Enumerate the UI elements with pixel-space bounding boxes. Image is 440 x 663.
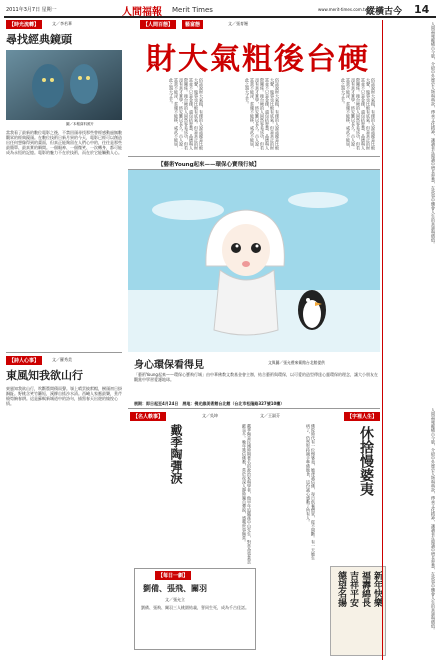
article-body: 佛陀時代有一位慢婆夷，她虔誠信佛，每日供養僧眾，從不間斷。有一天她生病了，仍然堅持親手準備飯食，這份誠心感動了所有人。 (306, 424, 316, 560)
section-subtag: 藝富態 (182, 20, 203, 29)
calligraphy-text: 德望名揚 (336, 571, 346, 607)
author: 文／李若華 (52, 21, 72, 26)
main-title: 財大氣粗後台硬 (146, 42, 370, 77)
daily-box (134, 568, 256, 650)
daily-body: 劉備、張飛、關羽三人桃園結義，誓同生死，成為千古佳話。 (141, 605, 249, 610)
far-right-body-lower: 人間福報縱橫古今版，介紹中外歷史人物與典故，傳承文化精神，讓讀者在閱讀中增長智慧，在故事中體會人生的真諦與價值。 (431, 408, 436, 632)
column-divider (382, 20, 383, 660)
header-url[interactable]: www.merit-times.com.tw (318, 7, 368, 12)
main-headline-block (128, 20, 380, 77)
left-article-1 (6, 20, 122, 350)
article-title: 東風知我欲山行 (6, 369, 83, 382)
header-section: 縱橫古今 (366, 7, 403, 17)
article-body: 當我看了最新的數位電影之後，不禁回頭尋找那些曾經感動過無數觀眾的經典鏡頭。在數位技術日新月異的今天，電影已經可以創造出任何想像得到的畫面，但真正能夠留在人們心中的，往往是那些最簡單、最真實的瞬間。一個眼神、一個微笑、一次轉身，都可能成為永恆的記憶。電影的魅力不在於技術，而在於它能觸動人心。 (6, 130, 122, 155)
author: 文／張育嫚 (228, 21, 248, 26)
main-body-right: 俗話說財大氣粗，有錢的人說話總是比較大聲，做事也比較有底氣。但是真正的財富並不只是金錢，還包括智慧、品德與人際關係。後台硬的人固然容易成功，但若沒有真才實學，終究難以長久。古人說：富貴不能淫，貧賤不能移，威武不能屈，此之謂大丈夫。 (341, 78, 376, 150)
header-english-name: Merit Times (172, 6, 213, 14)
art-date: 展期：即日起至4月24日 展地：佛光緣美術館台北館（台北市松隆路327號10樓） (134, 401, 285, 406)
author: 文／王淑芬 (260, 413, 280, 418)
section-tag: 【字裡人生】 (344, 412, 380, 421)
section-tag: 【人間百態】 (140, 20, 176, 29)
art-title: 身心環保看得見 (134, 360, 204, 371)
col-article-2 (256, 412, 380, 562)
art-banner-text: 【藝術Young起來——環保心寶飛行城】 (158, 162, 260, 168)
section-tag: 【每日一劇】 (155, 571, 191, 580)
daily-title: 劉備、張飛、關羽 (143, 583, 207, 593)
art-illustration (128, 170, 380, 352)
divider (128, 408, 380, 409)
divider (6, 352, 122, 353)
far-right-body: 人間福報縱橫古今版，介紹中外歷史人物與典故，傳承文化精神，讓讀者在閱讀中增長智慧，在故事中體會人生的真諦與價值。 (431, 22, 436, 246)
article-title: 尋找經典鏡頭 (6, 33, 72, 46)
art-credit: 文與圖／張允禮來衛館台北館提供 (268, 360, 325, 365)
header-page-number: 14 (414, 3, 430, 16)
main-body-center: 俗話說財大氣粗，有錢的人說話總是比較大聲，做事也比較有底氣。但是真正的財富並不只是金錢，還包括智慧、品德與人際關係。後台硬的人固然容易成功，但若沒有真才實學，終究難以長久。古人說：富貴不能淫，貧賤不能移，威武不能屈，此之謂大丈夫。 (245, 78, 280, 150)
author: 文／張允立 (165, 597, 185, 602)
author: 文／羅秀美 (52, 357, 72, 362)
art-banner (128, 156, 380, 170)
calligraphy-text: 福壽綿長 (360, 571, 370, 607)
calligraphy-text: 新年快樂 (372, 571, 382, 607)
section-tag: 【時光流轉】 (6, 20, 42, 29)
main-body-left: 俗話說財大氣粗，有錢的人說話總是比較大聲，做事也比較有底氣。但是真正的財富並不只是金錢，還包括智慧、品德與人際關係。後台硬的人固然容易成功，但若沒有真才實學，終究難以長久。古人說：富貴不能淫，貧賤不能移，威武不能屈，此之謂大丈夫。 (169, 78, 204, 150)
art-body: 「藝術Young起來——環保心寶飛行城」由中華佛教文教基金會主辦，結合藝術與環保，以可愛的造型傳達心靈環保的理念，讓大小朋友在觀賞中學習愛護地球。 (134, 372, 378, 382)
photo-caption: 圖／本報資料照片 (66, 122, 94, 126)
author: 文／吳坤 (202, 413, 218, 418)
col-article-1 (130, 412, 252, 562)
calligraphy-box (330, 566, 386, 656)
header-date: 2011年3月7日 星期一 (6, 7, 57, 13)
article-title: 戴季陶彈淚 (169, 424, 183, 484)
left-article-2 (6, 356, 122, 656)
article-body: 戴季陶是民國時期著名的政治家與學者，他早年追隨孫中山先生，對革命事業貢獻良多。晚年篤信佛教，常於夜深人靜時獨自彈淚，感嘆世事無常。 (242, 424, 252, 564)
header-logo: 人間福報 (122, 7, 162, 18)
section-tag: 【名人軼事】 (130, 412, 166, 421)
section-tag: 【詩人心事】 (6, 356, 42, 365)
page-header (4, 2, 436, 18)
avatar-film-photo (6, 50, 122, 120)
calligraphy-text: 吉祥平安 (348, 571, 358, 607)
article-body: 東風知我欲山行，吹斷簷間積雨聲。嶺上晴雲披絮帽，樹頭初日掛銅鉦。野桃含笑竹籬短，溪柳自搖沙水清。西崦人家應最樂，煮芹燒筍餉春耕。這是蘇軾新城道中的詩句，描寫春天出遊的愉悅心情。 (6, 386, 122, 406)
article-title: 休捨慢婆夷 (358, 426, 374, 496)
